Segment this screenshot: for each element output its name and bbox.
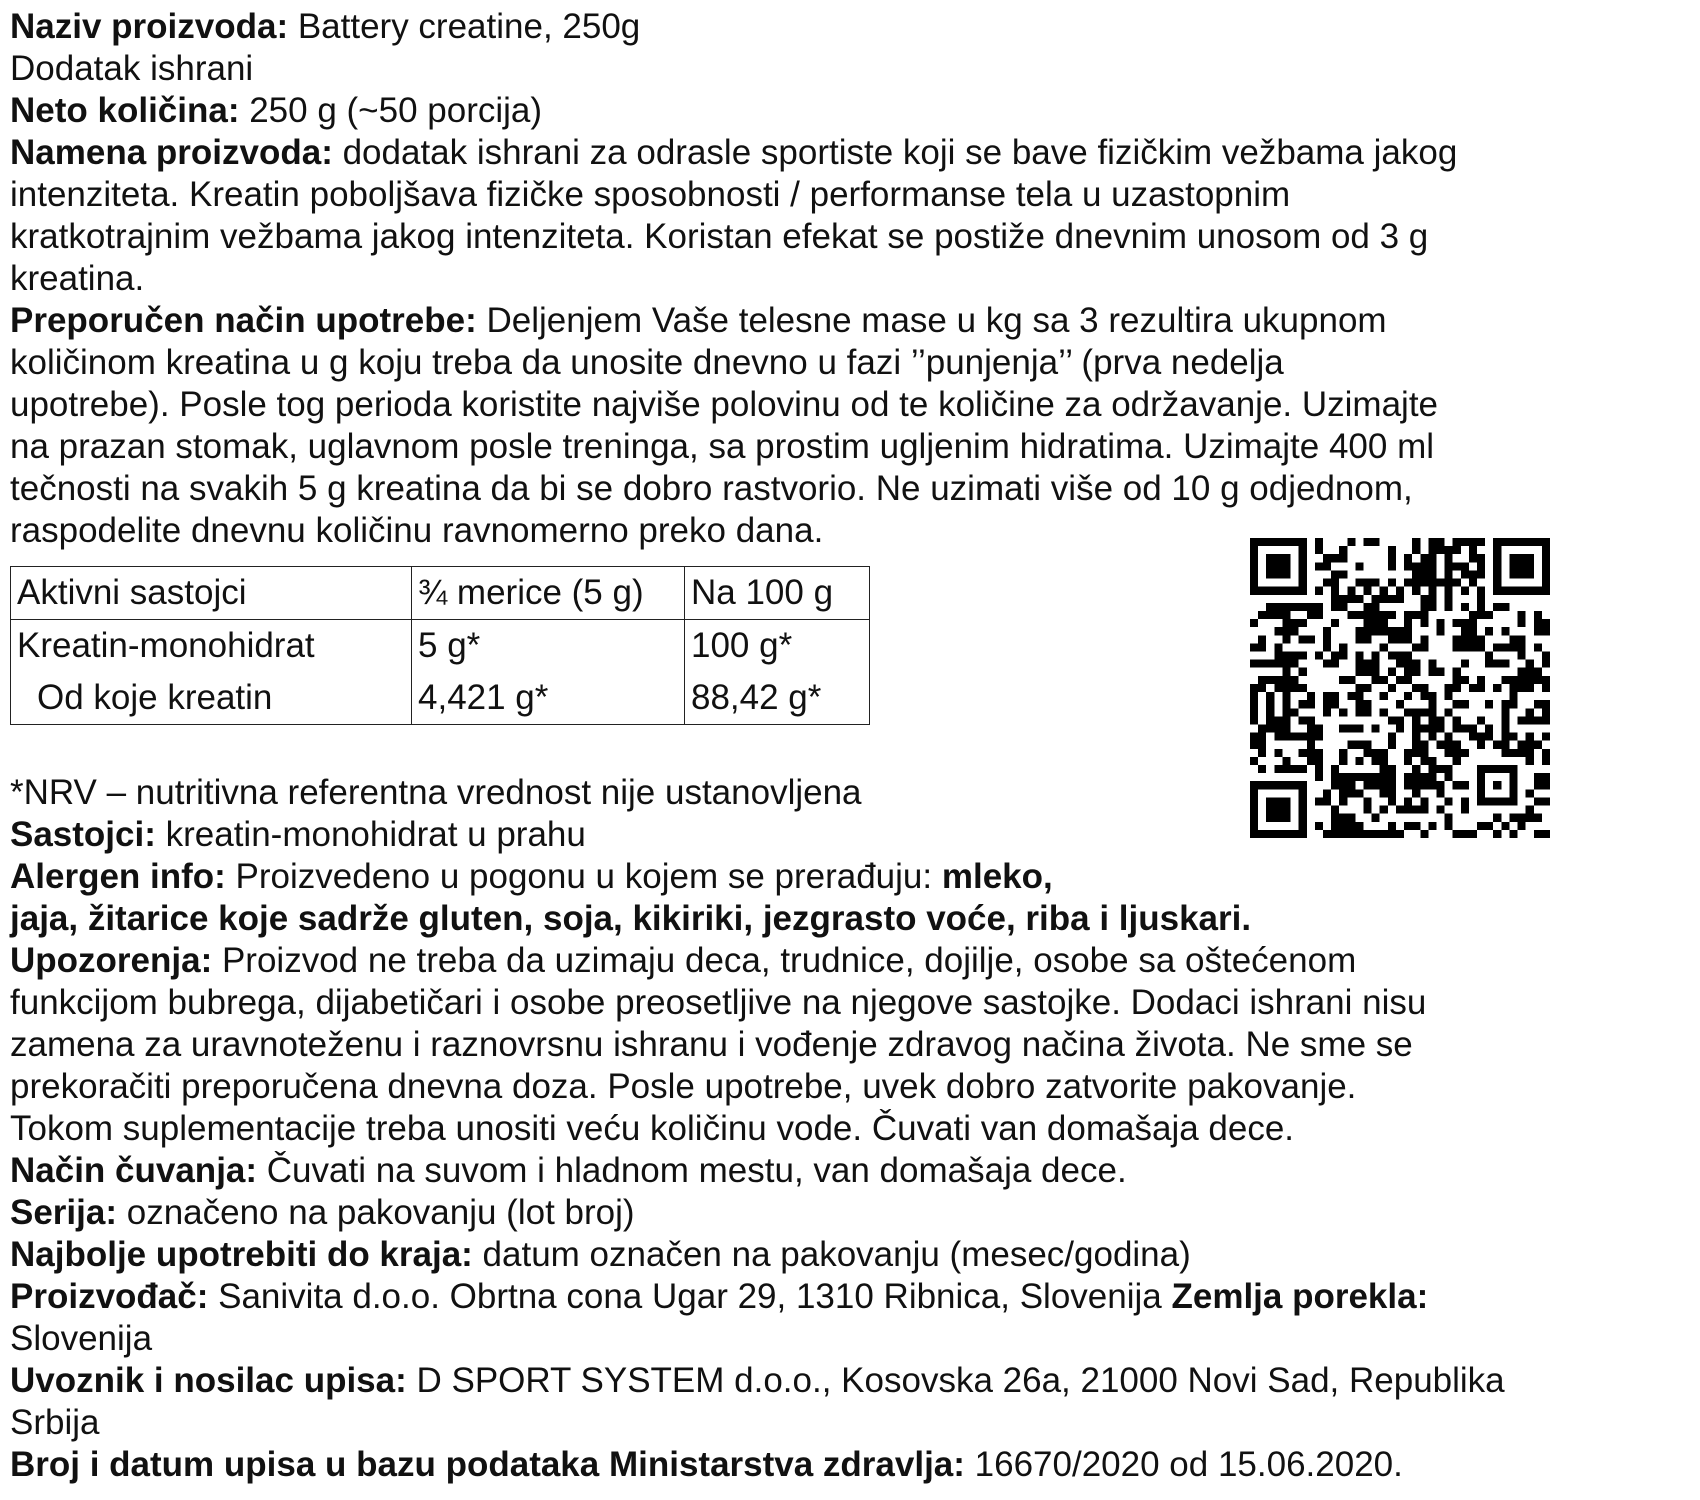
nrv-note: *NRV – nutritivna referentna vrednost nije ustanovljena (10, 773, 862, 812)
storage-label: Način čuvanja: (10, 1151, 258, 1190)
product-name-line (10, 6, 1690, 48)
header-serving: ¾ merice (5 g) (412, 567, 685, 620)
registration-value: 16670/2020 od 15.06.2020. (964, 1445, 1403, 1484)
warnings-line-2: funkcijom bubrega, dijabetičari i osobe preosetljive na njegove sastojke. Dodaci ishrani nisu (10, 983, 1427, 1022)
allergen-line-2 (10, 898, 1690, 940)
allergen-bold-second: jaja, žitarice koje sadrže gluten, soja, kikiriki, jezgrasto voće, riba i ljuskari. (10, 899, 1252, 938)
header-per-100g: Na 100 g (685, 567, 870, 620)
usage-label: Preporučen način upotrebe: (10, 301, 477, 340)
origin-value: Slovenija (10, 1319, 153, 1358)
header-ingredient: Aktivni sastojci (11, 567, 412, 620)
usage-line-5: tečnosti na svakih 5 g kreatina da bi se dobro rastvorio. Ne uzimati više od 10 g odjednom, (10, 469, 1413, 508)
importer-value: D SPORT SYSTEM d.o.o., Kosovska 26a, 21000 Novi Sad, Republika (406, 1361, 1505, 1400)
purpose-line-1 (10, 132, 1690, 174)
storage-value: Čuvati na suvom i hladnom mestu, van domašaja dece. (257, 1151, 1127, 1190)
product-name-label: Naziv proizvoda: (10, 7, 289, 46)
row-creatine-serving: 4,421 g* (412, 672, 685, 725)
net-quantity-line (10, 90, 1690, 132)
usage-text: Deljenjem Vaše telesne mase u kg sa 3 rezultira ukupnom (476, 301, 1387, 340)
origin-label: Zemlja porekla: (1171, 1277, 1429, 1316)
net-quantity-label: Neto količina: (10, 91, 240, 130)
row-creatine-monohydrate-per-100g: 100 g* (685, 620, 870, 673)
row-creatine-name: Od koje kreatin (11, 672, 412, 725)
manufacturer-line (10, 1276, 1690, 1318)
allergen-bold-first: mleko, (941, 857, 1053, 896)
row-creatine-per-100g: 88,42 g* (685, 672, 870, 725)
warnings-line-1 (10, 940, 1690, 982)
warnings-line-4: prekoračiti preporučena dnevna doza. Posle upotrebe, uvek dobro zatvorite pakovanje. (10, 1067, 1357, 1106)
table-row (11, 620, 870, 673)
nutrition-table (10, 566, 870, 725)
category-line: Dodatak ishrani (10, 49, 254, 88)
usage-line-2: količinom kreatina u g koju treba da unosite dnevno u fazi ’’punjenja’’ (prva nedelja (10, 343, 1284, 382)
warnings-line-5: Tokom suplementacije treba unositi veću količinu vode. Čuvati van domašaja dece. (10, 1109, 1295, 1148)
allergen-text: Proizvedeno u pogonu u kojem se prerađuju: (225, 857, 942, 896)
manufacturer-label: Proizvođač: (10, 1277, 209, 1316)
best-before-label: Najbolje upotrebiti do kraja: (10, 1235, 473, 1274)
usage-line-1 (10, 300, 1690, 342)
net-quantity-value: 250 g (~50 porcija) (239, 91, 543, 130)
row-creatine-monohydrate-serving: 5 g* (412, 620, 685, 673)
manufacturer-value: Sanivita d.o.o. Obrtna cona Ugar 29, 1310 Ribnica, Slovenija (208, 1277, 1172, 1316)
allergen-line-1 (10, 856, 1690, 898)
lower-section (10, 772, 1690, 1486)
product-name-value: Battery creatine, 250g (288, 7, 641, 46)
batch-value: označeno na pakovanju (lot broj) (117, 1193, 635, 1232)
usage-line-6: raspodelite dnevnu količinu ravnomerno preko dana. (10, 511, 824, 550)
warnings-text: Proizvod ne treba da uzimaju deca, trudnice, dojilje, osobe sa oštećenom (212, 941, 1357, 980)
batch-line (10, 1192, 1690, 1234)
table-row (11, 672, 870, 725)
best-before-line (10, 1234, 1690, 1276)
qr-code-icon (1250, 538, 1550, 838)
batch-label: Serija: (10, 1193, 117, 1232)
importer-line-2: Srbija (10, 1403, 100, 1442)
registration-label: Broj i datum upisa u bazu podataka Ministarstva zdravlja: (10, 1445, 965, 1484)
ingredients-value: kreatin-monohidrat u prahu (155, 815, 586, 854)
row-creatine-monohydrate-name: Kreatin-monohidrat (11, 620, 412, 673)
purpose-line-3: kratkotrajnim vežbama jakog intenziteta. Koristan efekat se postiže dnevnim unosom od 3 g (10, 217, 1429, 256)
usage-line-3: upotrebe). Posle tog perioda koristite najviše polovinu od te količine za održavanje. Uzimajte (10, 385, 1439, 424)
purpose-line-4: kreatina. (10, 259, 145, 298)
purpose-text: dodatak ishrani za odrasle sportiste koji se bave fizičkim vežbama jakog (332, 133, 1458, 172)
importer-line (10, 1360, 1690, 1402)
allergen-label: Alergen info: (10, 857, 226, 896)
ingredients-label: Sastojci: (10, 815, 156, 854)
registration-line (10, 1444, 1690, 1486)
best-before-value: datum označen na pakovanju (mesec/godina) (472, 1235, 1191, 1274)
nutrition-table-header (11, 567, 870, 620)
usage-line-4: na prazan stomak, uglavnom posle treninga, sa prostim ugljenim hidratima. Uzimajte 400 ml (10, 427, 1434, 466)
storage-line (10, 1150, 1690, 1192)
warnings-line-3: zamena za uravnoteženu i raznovrsnu ishranu i vođenje zdravog načina života. Ne sme se (10, 1025, 1413, 1064)
purpose-label: Namena proizvoda: (10, 133, 333, 172)
warnings-label: Upozorenja: (10, 941, 213, 980)
importer-label: Uvoznik i nosilac upisa: (10, 1361, 407, 1400)
purpose-line-2: intenziteta. Kreatin poboljšava fizičke sposobnosti / performanse tela u uzastopnim (10, 175, 1291, 214)
